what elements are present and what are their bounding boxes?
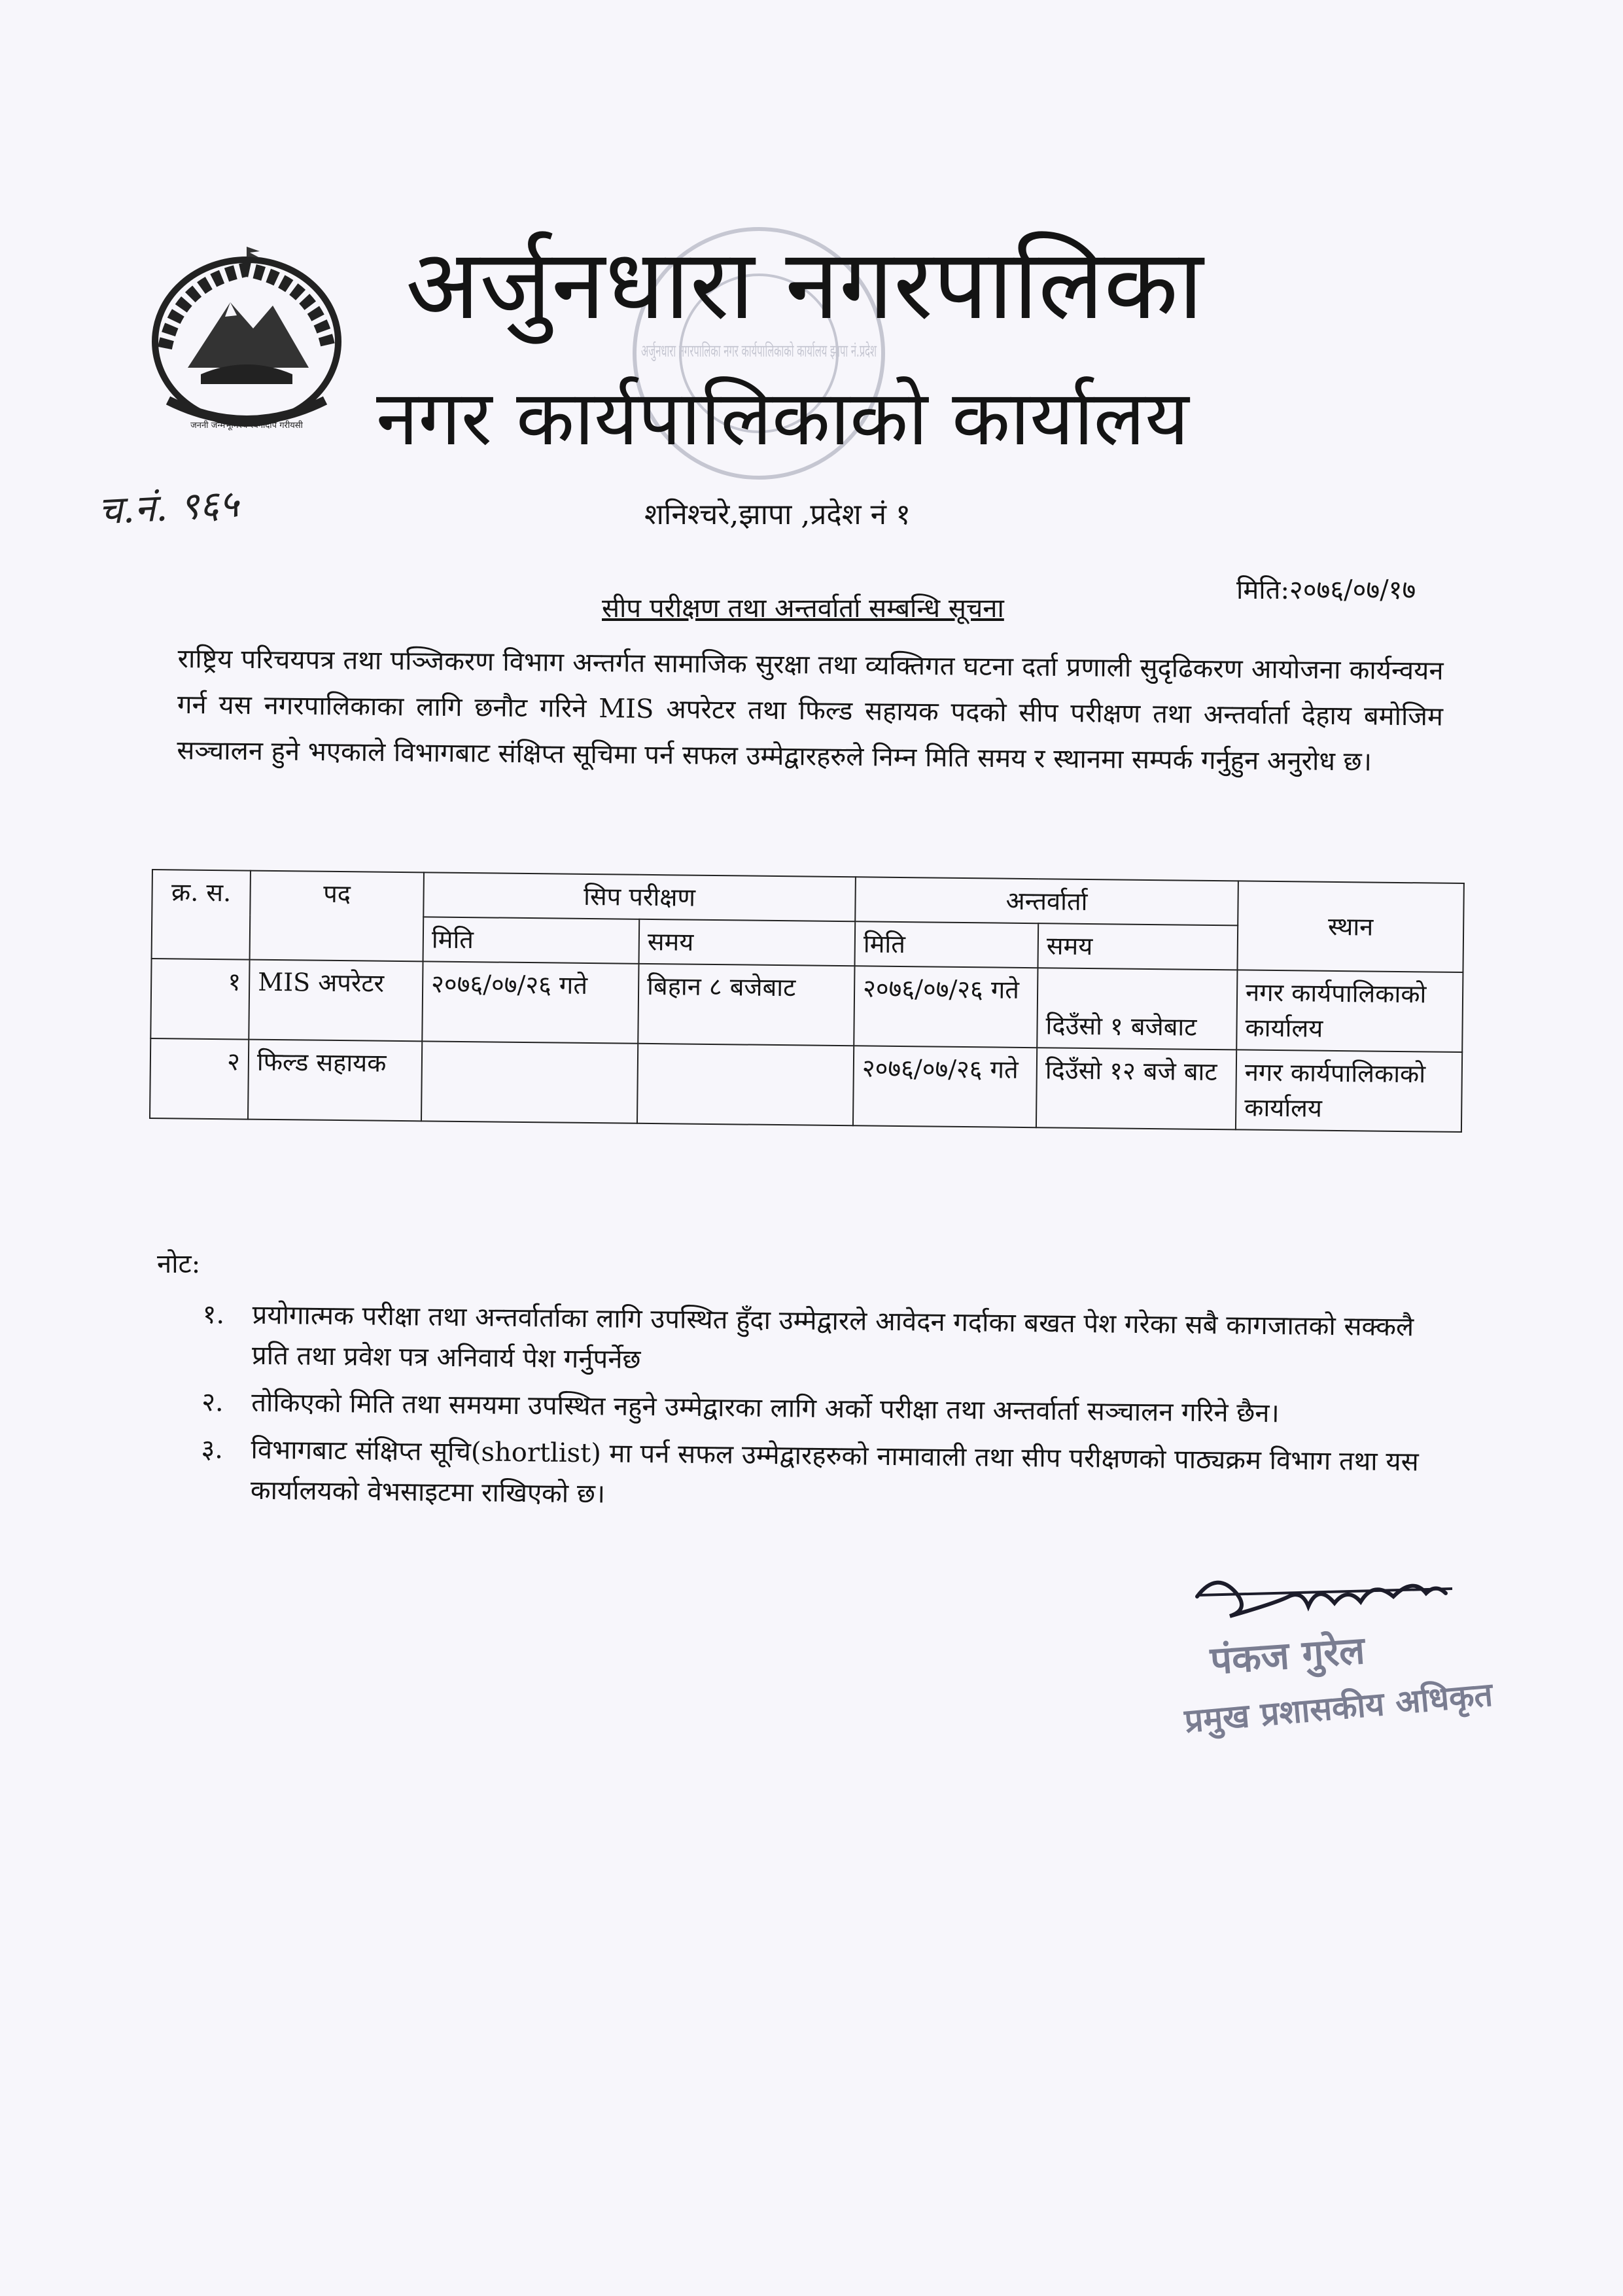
nepal-emblem-icon bbox=[139, 243, 355, 440]
schedule-table-wrapper bbox=[149, 869, 1465, 1133]
list-item bbox=[201, 1382, 1432, 1436]
header-skill-time: समय bbox=[639, 919, 856, 966]
row-interview-time: दिउँसो १ बजेबाट bbox=[1037, 968, 1237, 1050]
row-skill-time bbox=[637, 1044, 854, 1125]
note-number: १. bbox=[202, 1299, 225, 1330]
municipality-name: अर्जुनधारा नगरपालिका bbox=[406, 228, 1204, 341]
row-post: फिल्ड सहायक bbox=[248, 1040, 422, 1122]
header-post: पद bbox=[250, 871, 424, 962]
office-address: शनिश्चरे,झापा ,प्रदेश नं १ bbox=[644, 498, 911, 531]
table-row bbox=[150, 1038, 1462, 1132]
office-name: नगर कार्यपालिकाको कार्यालय bbox=[376, 374, 1189, 463]
row-serial: १ bbox=[150, 959, 249, 1040]
notice-body-paragraph: राष्ट्रिय परिचयपत्र तथा पञ्जिकरण विभाग अन्तर्गत सामाजिक सुरक्षा तथा व्यक्तिगत घटना दर्ता प्रणाली सुदृढिकरण आयोजना कार्यन्वयन गर्न यस नगरपालिकाका लागि छनौट गरिने MIS अपरेटर तथा फिल्ड सहायक पदको सीप परीक्षण तथा अन्तर्वार्ता देहाय बमोजिम सञ्चालन हुने भएकाले विभागबाट संक्षिप्त सूचिमा पर्न सफल उम्मेद्वारहरुले निम्न मिति समय र स्थानमा सम्पर्क गर्नुहुन अनुरोध छ। bbox=[177, 643, 1444, 777]
note-text: प्रयोगात्मक परीक्षा तथा अन्तर्वार्ताका लागि उपस्थित हुँदा उम्मेद्वारले आवेदन गर्दाका बखत पेश गरेका सबै कागजातको सक्कलै प्रति तथा प्रवेश पत्र अनिवार्य पेश गर्नुपर्नेछ bbox=[251, 1299, 1414, 1375]
list-item bbox=[202, 1294, 1433, 1388]
notice-subject: सीप परीक्षण तथा अन्तर्वार्ता सम्बन्धि सूचना bbox=[602, 593, 1004, 624]
notice-date: मिति:२०७६/०७/१७ bbox=[1236, 575, 1416, 605]
schedule-table bbox=[149, 869, 1465, 1133]
header-skill-test: सिप परीक्षण bbox=[423, 872, 856, 921]
row-post: MIS अपरेटर bbox=[249, 960, 423, 1042]
row-location: नगर कार्यपालिकाको कार्यालय bbox=[1236, 970, 1463, 1052]
note-text: तोकिएको मिति तथा समयमा उपस्थित नहुने उम्मेद्वारका लागि अर्को परीक्षा तथा अन्तर्वार्ता सञ्चालन गरिने छैन। bbox=[251, 1387, 1280, 1429]
row-interview-date: २०७६/०७/२६ गते bbox=[853, 1046, 1037, 1127]
note-number: ३. bbox=[201, 1434, 224, 1465]
header-location: स्थान bbox=[1237, 881, 1463, 972]
row-skill-date bbox=[421, 1041, 638, 1123]
header-serial: क्र. स. bbox=[152, 870, 251, 960]
signatory-title-stamp: प्रमुख प्रशासकीय अधिकृत bbox=[1183, 1674, 1495, 1740]
row-skill-time: बिहान ८ बजेबाट bbox=[638, 964, 854, 1046]
table-header-row bbox=[152, 870, 1464, 928]
header-skill-date: मिति bbox=[423, 917, 640, 963]
notes-list bbox=[200, 1294, 1432, 1530]
note-number: २. bbox=[201, 1386, 224, 1418]
svg-text:जननी जन्मभूमिश्च स्वर्गादपि गर: जननी जन्मभूमिश्च स्वर्गादपि गरीयसी bbox=[190, 421, 303, 431]
row-serial: २ bbox=[150, 1038, 249, 1120]
row-location: नगर कार्यपालिकाको कार्यालय bbox=[1236, 1050, 1462, 1132]
svg-text:अर्जुनधारा नगरपालिका नगर कार्य: अर्जुनधारा नगरपालिका नगर कार्यपालिकाको कार्यालय झापा नं.प्रदेश bbox=[641, 342, 1056, 361]
table-row bbox=[150, 959, 1463, 1052]
signatory-name-stamp: पंकज गुरेल bbox=[1208, 1627, 1367, 1684]
row-interview-date: २०७६/०७/२६ गते bbox=[854, 966, 1038, 1048]
list-item bbox=[201, 1429, 1431, 1523]
row-skill-date: २०७६/०७/२६ गते bbox=[422, 961, 638, 1043]
header-interview: अन्तर्वार्ता bbox=[855, 877, 1238, 925]
header-interview-date: मिति bbox=[855, 921, 1039, 968]
note-text: विभागबाट संक्षिप्त सूचि(shortlist) मा पर्न सफल उम्मेद्वारहरुको नामावाली तथा सीप परीक्षणको पाठ्यक्रम विभाग तथा यस कार्यालयको वेभसाइटमा राखिएको छ। bbox=[250, 1434, 1419, 1510]
notes-heading: नोट: bbox=[157, 1249, 201, 1279]
header-interview-time: समय bbox=[1038, 923, 1238, 970]
handwritten-reference-number: च.नं. ९६५ bbox=[97, 481, 240, 533]
row-interview-time: दिउँसो १२ बजे बाट bbox=[1036, 1048, 1236, 1129]
